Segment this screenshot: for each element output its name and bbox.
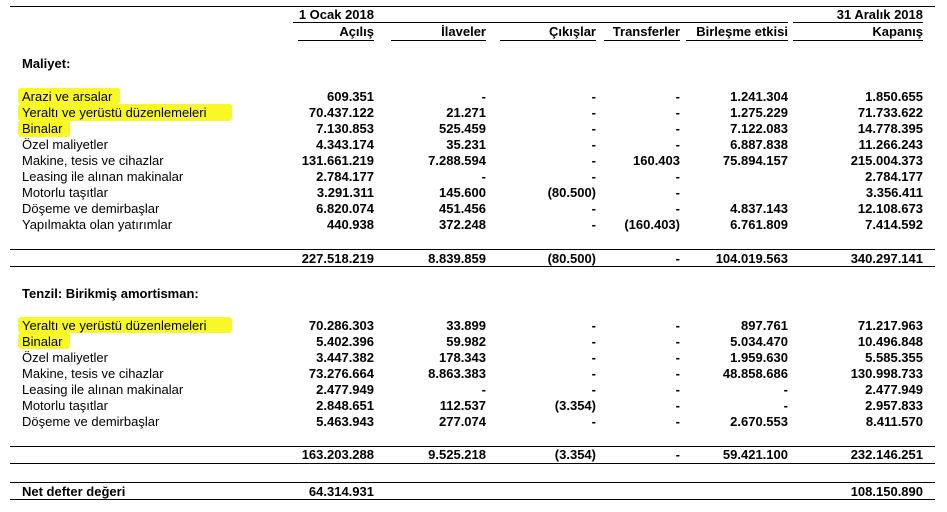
- cost-row-4-col-5: 215.004.373: [850, 153, 923, 168]
- dep-row-4-col-5: 2.477.949: [865, 382, 923, 397]
- cost-total-col-1: 8.839.859: [428, 251, 486, 266]
- dep-row-4-col-3: -: [675, 382, 680, 397]
- cost-row-3-col-5: 11.266.243: [858, 137, 923, 152]
- cost-row-8-col-1: 372.248: [439, 217, 486, 232]
- cost-row-1-col-3: -: [675, 105, 680, 120]
- dep-row-3-col-5: 130.998.733: [850, 366, 923, 381]
- header-underline: [793, 22, 923, 23]
- net-rule: [10, 482, 935, 483]
- header-underline: [293, 22, 788, 23]
- header-col-3: Transferler: [612, 24, 680, 39]
- cost-row-label: Leasing ile alınan makinalar: [22, 169, 184, 184]
- dep-total-col-0: 163.203.288: [301, 447, 374, 462]
- dep-row-2-col-0: 3.447.382: [316, 350, 374, 365]
- dep-row-label: Leasing ile alınan makinalar: [22, 382, 184, 397]
- net-value-col-0: 64.314.931: [308, 484, 374, 499]
- cost-row-8-col-2: -: [591, 217, 596, 232]
- cost-row-2-col-4: 7.122.083: [730, 121, 788, 136]
- cost-row-2-col-1: 525.459: [439, 121, 486, 136]
- dep-row-6-col-0: 5.463.943: [316, 414, 374, 429]
- cost-row-1-col-4: 1.275.229: [730, 105, 788, 120]
- cost-row-4-col-3: 160.403: [633, 153, 680, 168]
- cost-row-7-col-2: -: [591, 201, 596, 216]
- cost-row-label: Motorlu taşıtlar: [22, 185, 108, 200]
- cost-row-2-col-0: 7.130.853: [316, 121, 374, 136]
- header-date-close: 31 Aralık 2018: [836, 7, 923, 22]
- cost-row-3-col-4: 6.887.838: [730, 137, 788, 152]
- cost-row-label: Binalar: [22, 121, 63, 136]
- dep-row-5-col-3: -: [675, 398, 680, 413]
- dep-row-1-col-5: 10.496.848: [857, 334, 923, 349]
- dep-row-6-col-4: 2.670.553: [730, 414, 788, 429]
- cost-row-7-col-1: 451.456: [439, 201, 486, 216]
- cost-row-3-col-3: -: [675, 137, 680, 152]
- cost-row-label: Özel maliyetler: [22, 137, 108, 152]
- cost-total-col-2: (80.500): [547, 251, 596, 266]
- cost-row-5-col-0: 2.784.177: [316, 169, 374, 184]
- cost-row-1-col-1: 21.271: [446, 105, 486, 120]
- cost-section-title: Maliyet:: [22, 56, 71, 71]
- dep-row-0-col-0: 70.286.303: [308, 318, 374, 333]
- dep-row-5-col-0: 2.848.651: [316, 398, 374, 413]
- dep-row-5-col-2: (3.354): [554, 398, 596, 413]
- net-value-col-5: 108.150.890: [850, 484, 923, 499]
- cost-row-label: Yeraltı ve yerüstü düzenlemeleri: [22, 105, 207, 120]
- dep-row-label: Döşeme ve demirbaşlar: [22, 414, 160, 429]
- col-underline: [500, 40, 596, 41]
- cost-row-0-col-2: -: [591, 89, 596, 104]
- cost-row-4-col-2: -: [591, 153, 596, 168]
- cost-row-2-col-2: -: [591, 121, 596, 136]
- cost-row-2-col-3: -: [675, 121, 680, 136]
- cost-row-8-col-4: 6.761.809: [730, 217, 788, 232]
- dep-row-1-col-3: -: [675, 334, 680, 349]
- cost-row-5-col-1: -: [481, 169, 486, 184]
- total-rule: [10, 266, 935, 267]
- dep-row-4-col-1: -: [481, 382, 486, 397]
- cost-row-0-col-0: 609.351: [327, 89, 374, 104]
- cost-row-4-col-0: 131.661.219: [301, 153, 374, 168]
- cost-row-2-col-5: 14.778.395: [857, 121, 923, 136]
- dep-row-0-col-4: 897.761: [741, 318, 788, 333]
- col-underline: [391, 40, 486, 41]
- cost-row-7-col-5: 12.108.673: [857, 201, 923, 216]
- cost-row-3-col-0: 4.343.174: [316, 137, 374, 152]
- cost-total-col-3: -: [675, 251, 680, 266]
- cost-row-6-col-2: (80.500): [547, 185, 596, 200]
- dep-row-4-col-2: -: [591, 382, 596, 397]
- col-underline: [686, 40, 788, 41]
- cost-row-label: Arazi ve arsalar: [22, 89, 113, 104]
- cost-total-col-0: 227.518.219: [301, 251, 374, 266]
- cost-row-0-col-4: 1.241.304: [730, 89, 788, 104]
- cost-row-0-col-3: -: [675, 89, 680, 104]
- cost-row-3-col-2: -: [591, 137, 596, 152]
- dep-row-6-col-5: 8.411.570: [865, 414, 923, 429]
- col-underline: [793, 40, 923, 41]
- dep-row-1-col-4: 5.034.470: [730, 334, 788, 349]
- dep-row-3-col-2: -: [591, 366, 596, 381]
- dep-row-4-col-4: -: [783, 382, 788, 397]
- dep-row-4-col-0: 2.477.949: [316, 382, 374, 397]
- cost-row-4-col-1: 7.288.594: [428, 153, 486, 168]
- cost-row-3-col-1: 35.231: [446, 137, 486, 152]
- cost-total-col-5: 340.297.141: [850, 251, 923, 266]
- cost-row-5-col-5: 2.784.177: [865, 169, 923, 184]
- net-book-value-label: Net defter değeri: [22, 484, 126, 499]
- dep-row-3-col-0: 73.276.664: [308, 366, 374, 381]
- cost-total-col-4: 104.019.563: [715, 251, 788, 266]
- dep-row-5-col-5: 2.957.833: [865, 398, 923, 413]
- dep-row-2-col-1: 178.343: [439, 350, 486, 365]
- dep-row-0-col-2: -: [591, 318, 596, 333]
- header-col-4: Birleşme etkisi: [696, 24, 788, 39]
- cost-row-8-col-0: 440.938: [327, 217, 374, 232]
- dep-row-label: Yeraltı ve yerüstü düzenlemeleri: [22, 318, 207, 333]
- dep-row-5-col-1: 112.537: [439, 398, 486, 413]
- dep-row-0-col-1: 33.899: [446, 318, 486, 333]
- dep-row-1-col-0: 5.402.396: [316, 334, 374, 349]
- dep-row-label: Binalar: [22, 334, 63, 349]
- dep-row-2-col-3: -: [675, 350, 680, 365]
- dep-section-title: Tenzil: Birikmiş amortisman:: [22, 286, 199, 301]
- dep-row-3-col-1: 8.863.383: [428, 366, 486, 381]
- cost-row-6-col-3: -: [675, 185, 680, 200]
- dep-row-3-col-3: -: [675, 366, 680, 381]
- dep-row-6-col-1: 277.074: [439, 414, 486, 429]
- col-underline: [298, 40, 374, 41]
- dep-row-0-col-3: -: [675, 318, 680, 333]
- cost-row-0-col-1: -: [481, 89, 486, 104]
- cost-row-1-col-5: 71.733.622: [857, 105, 923, 120]
- header-col-1: İlaveler: [441, 24, 486, 39]
- dep-row-label: Makine, tesis ve cihazlar: [22, 366, 164, 381]
- dep-total-col-1: 9.525.218: [428, 447, 486, 462]
- cost-row-7-col-0: 6.820.074: [316, 201, 374, 216]
- header-col-2: Çıkışlar: [549, 24, 596, 39]
- cost-row-label: Yapılmakta olan yatırımlar: [22, 217, 173, 232]
- header-col-0: Açılış: [339, 24, 374, 39]
- dep-row-1-col-2: -: [591, 334, 596, 349]
- cost-row-4-col-4: 75.894.157: [722, 153, 788, 168]
- dep-total-col-4: 59.421.100: [722, 447, 788, 462]
- total-rule: [10, 249, 935, 250]
- col-underline: [604, 40, 680, 41]
- cost-row-label: Makine, tesis ve cihazlar: [22, 153, 164, 168]
- dep-row-label: Özel maliyetler: [22, 350, 108, 365]
- dep-row-1-col-1: 59.982: [446, 334, 486, 349]
- dep-row-0-col-5: 71.217.963: [857, 318, 923, 333]
- dep-row-6-col-3: -: [675, 414, 680, 429]
- dep-row-3-col-4: 48.858.686: [722, 366, 788, 381]
- dep-row-label: Motorlu taşıtlar: [22, 398, 108, 413]
- cost-row-7-col-3: -: [675, 201, 680, 216]
- cost-row-6-col-1: 145.600: [439, 185, 486, 200]
- cost-row-1-col-0: 70.437.122: [308, 105, 374, 120]
- header-col-5: Kapanış: [872, 24, 923, 39]
- dep-row-6-col-2: -: [591, 414, 596, 429]
- dep-total-col-5: 232.146.251: [850, 447, 923, 462]
- cost-row-1-col-2: -: [591, 105, 596, 120]
- dep-row-2-col-4: 1.959.630: [730, 350, 788, 365]
- dep-total-col-3: -: [675, 447, 680, 462]
- cost-row-0-col-5: 1.850.655: [865, 89, 923, 104]
- total-rule: [10, 463, 935, 464]
- cost-row-label: Döşeme ve demirbaşlar: [22, 201, 160, 216]
- dep-total-col-2: (3.354): [554, 447, 596, 462]
- dep-row-2-col-2: -: [591, 350, 596, 365]
- cost-row-5-col-2: -: [591, 169, 596, 184]
- dep-row-5-col-4: -: [783, 398, 788, 413]
- cost-row-8-col-3: (160.403): [624, 217, 680, 232]
- net-rule: [10, 499, 935, 500]
- cost-row-6-col-0: 3.291.311: [316, 185, 374, 200]
- dep-row-2-col-5: 5.585.355: [865, 350, 923, 365]
- header-date-open: 1 Ocak 2018: [298, 7, 374, 22]
- cost-row-8-col-5: 7.414.592: [865, 217, 923, 232]
- cost-row-7-col-4: 4.837.143: [730, 201, 788, 216]
- cost-row-5-col-3: -: [675, 169, 680, 184]
- cost-row-6-col-5: 3.356.411: [865, 185, 923, 200]
